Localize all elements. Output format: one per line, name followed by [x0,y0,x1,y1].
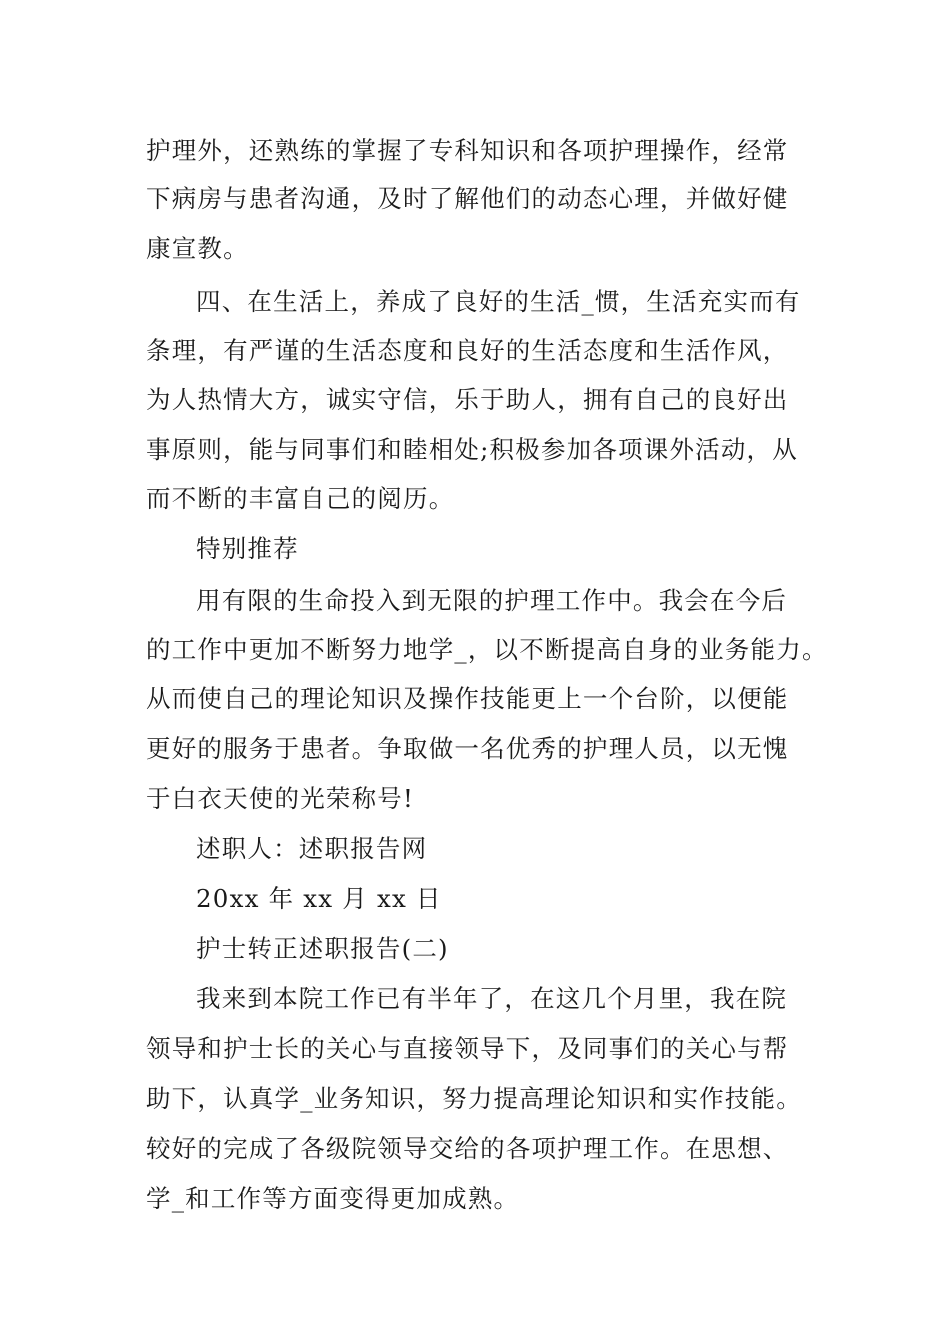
text-line: 领导和护士长的关心与直接领导下，及同事们的关心与帮 [146,1034,789,1063]
text-line: 而不断的丰富自己的阅历。 [146,484,455,513]
paragraph-start: 用有限的生命投入到无限的护理工作中。我会在今后 [196,586,788,615]
text-line: 从而使自己的理论知识及操作技能更上一个台阶，以便能 [146,684,789,713]
date-line: 20xx 年 xx 月 xx 日 [196,884,442,913]
text-line: 的工作中更加不断努力地学_，以不断提高自身的业务能力。 [146,635,828,664]
document-title: 护士转正述职报告(二) [196,934,449,963]
paragraph-start: 四、在生活上，养成了良好的生活_惯，生活充实而有 [196,287,801,316]
text-line: 条理，有严谨的生活态度和良好的生活态度和生活作风， [146,336,789,365]
text-line: 事原则，能与同事们和睦相处;积极参加各项课外活动，从 [146,435,798,464]
text-line: 下病房与患者沟通，及时了解他们的动态心理，并做好健 [146,184,789,213]
text-line: 康宣教。 [146,234,249,263]
text-line: 为人热情大方，诚实守信，乐于助人，拥有自己的良好出 [146,385,789,414]
text-line: 于白衣天使的光荣称号! [146,784,415,813]
text-line: 助下，认真学_业务知识，努力提高理论知识和实作技能。 [146,1084,802,1113]
text-line: 学_和工作等方面变得更加成熟。 [146,1184,520,1213]
text-line: 护理外，还熟练的掌握了专科知识和各项护理操作，经常 [146,136,789,165]
paragraph-start: 我来到本院工作已有半年了，在这几个月里，我在院 [196,984,788,1013]
text-line: 更好的服务于患者。争取做一名优秀的护理人员，以无愧 [146,734,789,763]
signature-line: 述职人：述职报告网 [196,834,428,863]
text-line: 较好的完成了各级院领导交给的各项护理工作。在思想、 [146,1134,789,1163]
section-heading: 特别推荐 [196,534,299,563]
